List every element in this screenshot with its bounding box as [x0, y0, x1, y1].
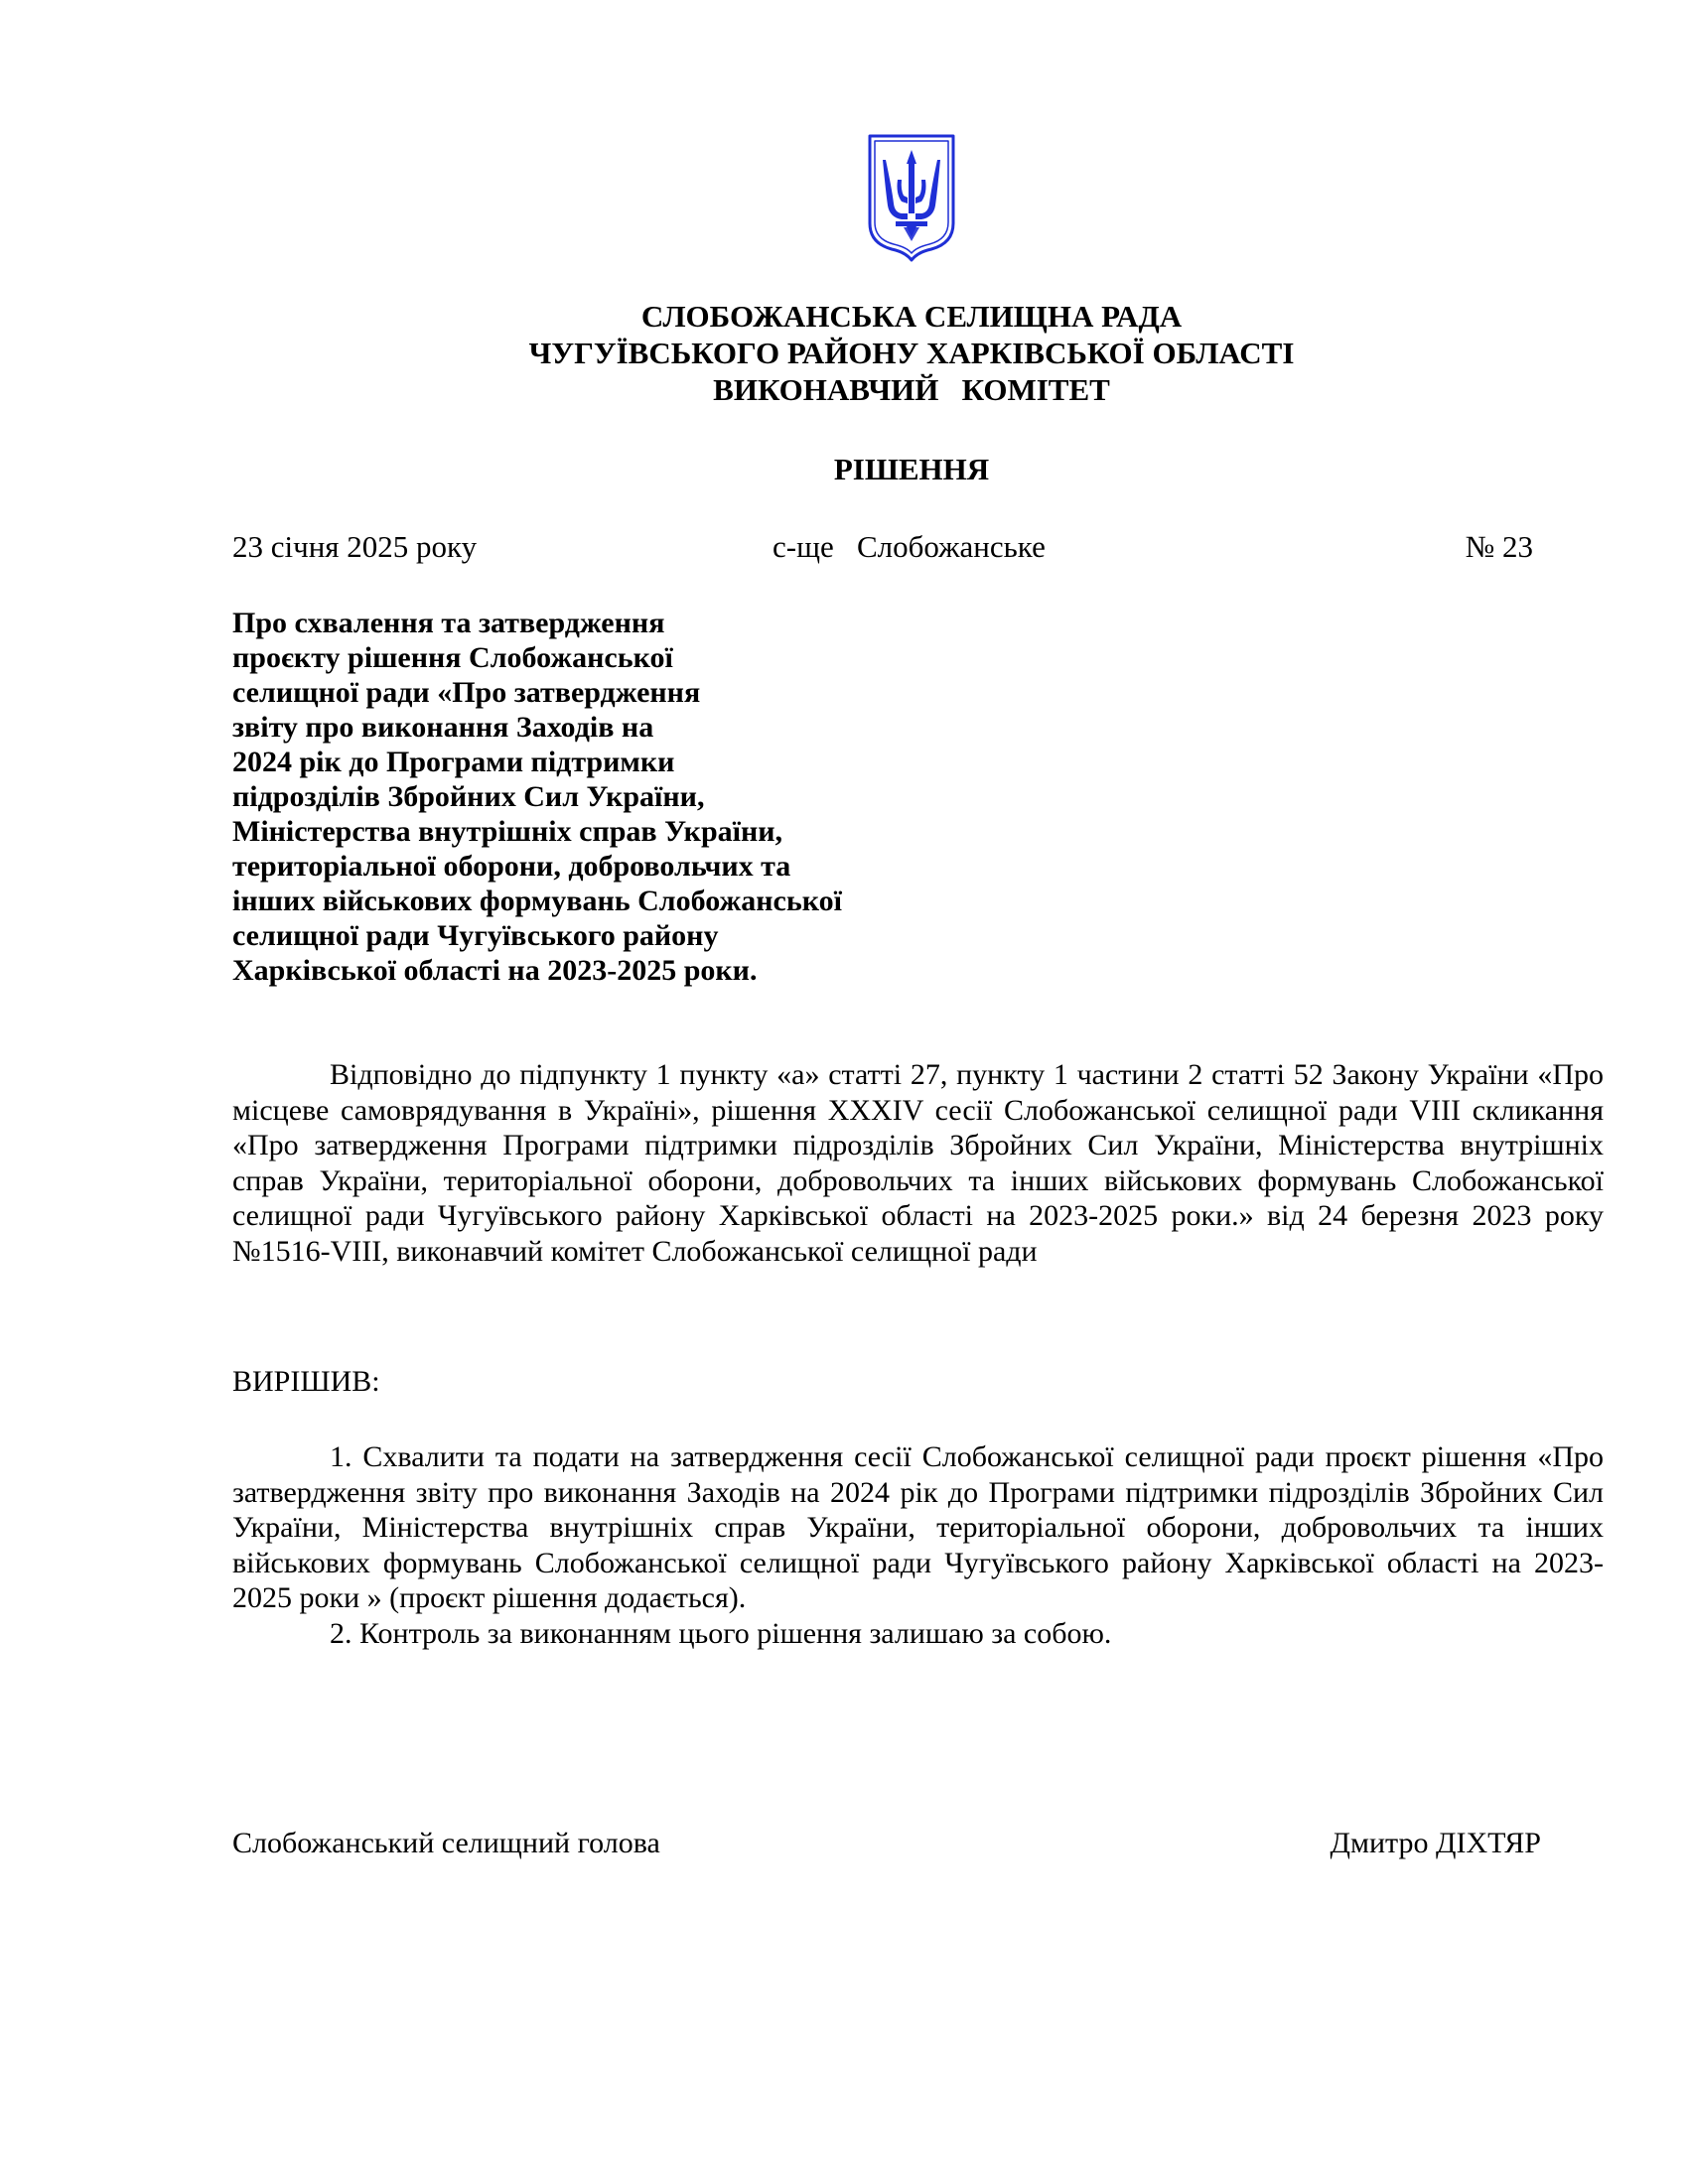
subject-line: Харківської області на 2023-2025 роки.	[232, 954, 758, 987]
subject-line: підрозділів Збройних Сил України,	[232, 780, 705, 813]
subject-line: звіту про виконання Заходів на	[232, 711, 654, 744]
header-line-region: ЧУГУЇВСЬКОГО РАЙОНУ ХАРКІВСЬКОЇ ОБЛАСТІ	[528, 336, 1295, 370]
subject-line: 2024 рік до Програми підтримки	[232, 746, 675, 778]
subject-line: проєкту рішення Слобожанської	[232, 641, 673, 674]
document-title: РІШЕННЯ	[833, 452, 990, 486]
council-header	[0, 298, 1688, 408]
header-line-committee: ВИКОНАВЧИЙ КОМІТЕТ	[713, 372, 1110, 407]
header-line-council: СЛОБОЖАНСЬКА СЕЛИЩНА РАДА	[640, 299, 1183, 334]
preamble-paragraph: Відповідно до підпункту 1 пункту «а» статті 27, пункту 1 частини 2 статті 52 Закону України «Про місцеве самоврядування в Україні», рішення XXXIV сесії Слобожанської селищної ради VIII скликання «Про затвердження Програми підтримки підрозділів Збройних Сил України, Міністерства внутрішніх справ України, територіальної оборони, добровольчих та інших військових формувань Слобожанської селищної ради Чугуївського району Харківської області на 2023-2025 роки.» від 24 березня 2023 року №1516-VIII, виконавчий комітет Слобожанської селищної ради	[232, 1058, 1604, 1268]
signatory-title: Слобожанський селищний голова	[232, 1827, 660, 1859]
subject-line: територіальної оборони, добровольчих та	[232, 850, 791, 883]
document-number: № 23	[1465, 529, 1533, 564]
resolution-item-1: 1. Схвалити та подати на затвердження сесії Слобожанської селищної ради проєкт рішення «Про затвердження звіту про виконання Заходів на 2024 рік до Програми підтримки підрозділів Збройних Сил України, Міністерства внутрішніх справ України, територіальної оборони, добровольчих та інших військових формувань Слобожанської селищної ради Чугуївського району Харківської області на 2023-2025 роки » (проєкт рішення додається).	[232, 1440, 1604, 1615]
subject-line: Про схвалення та затвердження	[232, 607, 665, 639]
decision-subject	[232, 606, 947, 988]
document-meta-row	[232, 529, 1533, 569]
signatory-name: Дмитро ДІХТЯР	[1330, 1827, 1541, 1859]
subject-line: селищної ради Чугуївського району	[232, 919, 719, 952]
document-date: 23 січня 2025 року	[232, 529, 478, 564]
subject-line: Міністерства внутрішніх справ України,	[232, 815, 783, 848]
ukraine-trident-coat-of-arms-icon	[866, 132, 957, 263]
document-place: с-ще Слобожанське	[773, 529, 1046, 564]
resolved-heading: ВИРІШИВ:	[232, 1365, 380, 1398]
subject-line: інших військових формувань Слобожанської	[232, 885, 842, 917]
resolution-item-2: 2. Контроль за виконанням цього рішення залишаю за собою.	[330, 1617, 1112, 1650]
subject-line: селищної ради «Про затвердження	[232, 676, 701, 709]
